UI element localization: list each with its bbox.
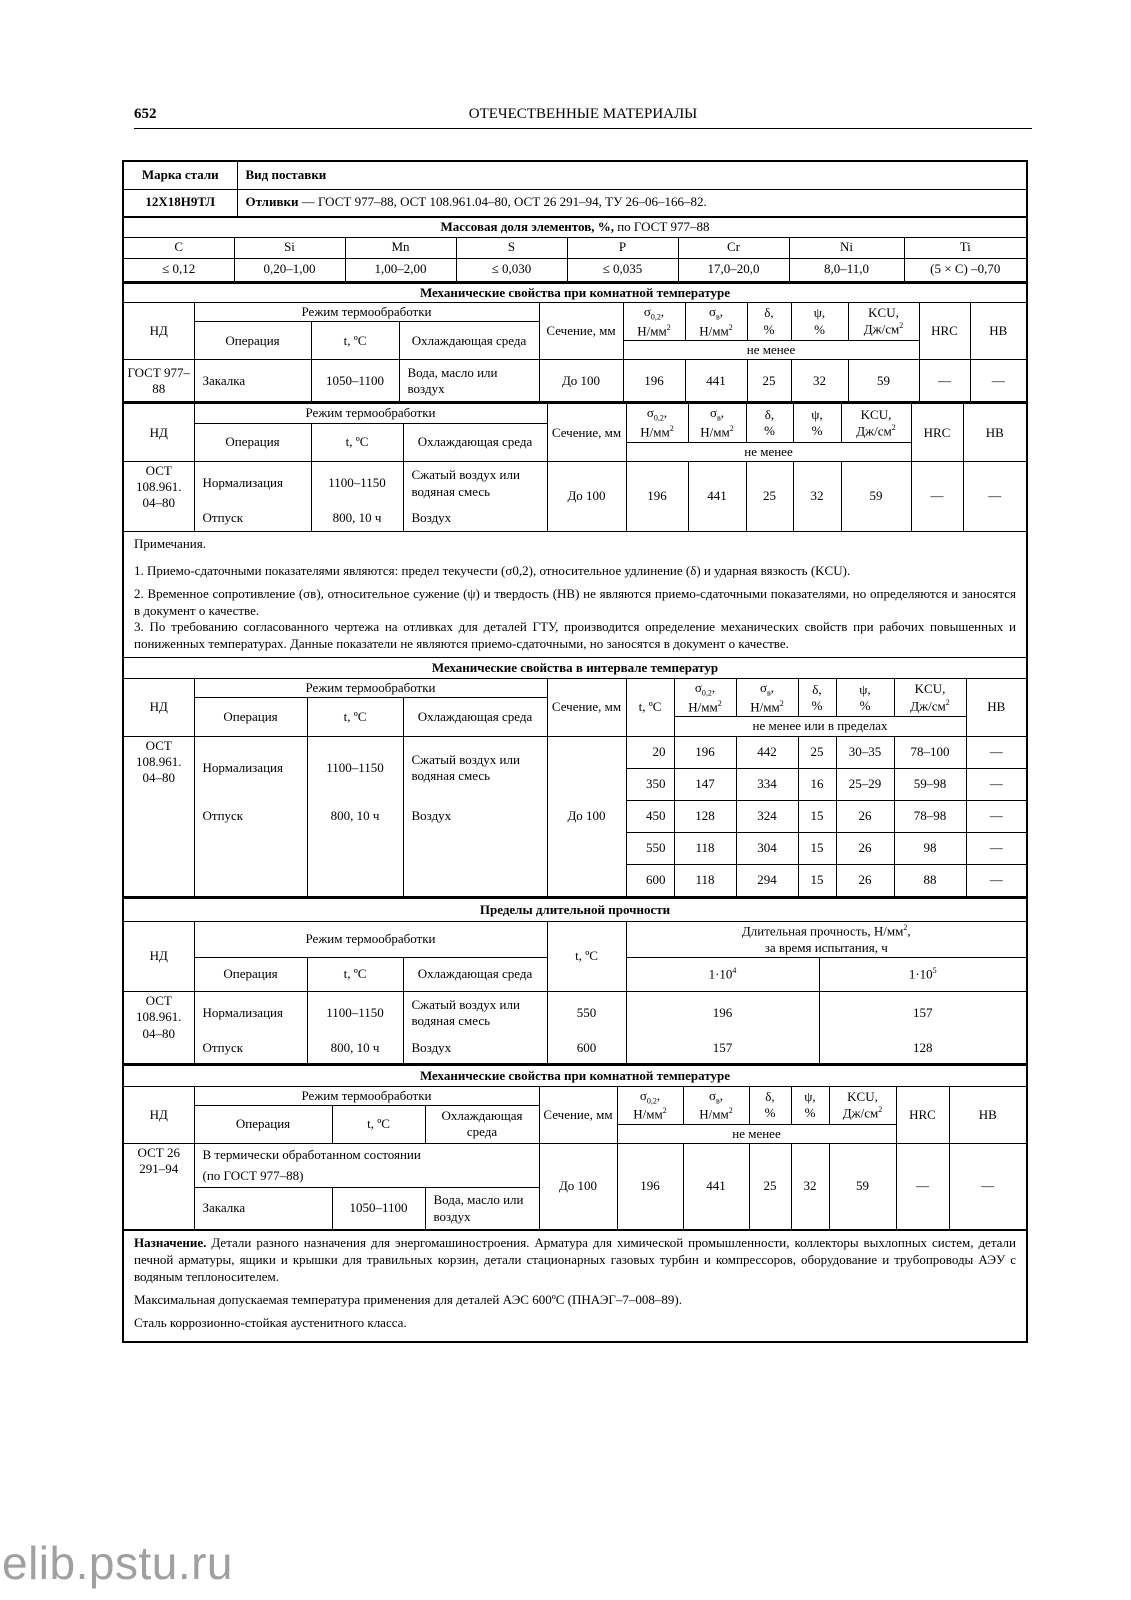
note-3: 3. По требованию согласованного чертежа на отливках для деталей ГТУ, производится определение механических свойств при рабочих повышенных и пониженных температурах. Данные показатели не являются приемо-сдаточными, но заносятся в документ о качестве. bbox=[134, 619, 1016, 652]
psi-header: ψ, % bbox=[793, 403, 841, 442]
creep-nd: ОСТ 108.961. 04–80 bbox=[124, 992, 194, 1064]
hb-header: HB bbox=[949, 1086, 1026, 1143]
range-sb: 324 bbox=[736, 800, 798, 832]
purpose bbox=[124, 1230, 1026, 1341]
t-header: t, ºС bbox=[311, 423, 403, 461]
range-psi: 30–35 bbox=[836, 736, 894, 768]
range-d: 15 bbox=[798, 800, 836, 832]
mech1-t: 1050–1100 bbox=[311, 360, 399, 402]
watermark: elib.pstu.ru bbox=[2, 1537, 234, 1589]
element-ni: Ni bbox=[789, 237, 904, 258]
range-kcu: 78–98 bbox=[894, 800, 966, 832]
element-p: P bbox=[567, 237, 678, 258]
mech3-nd: ОСТ 26 291–94 bbox=[124, 1144, 194, 1230]
cool-header: Охлаждающая среда bbox=[403, 958, 547, 992]
mech1-sb: 441 bbox=[685, 360, 747, 402]
range-temp: 350 bbox=[626, 768, 674, 800]
creep-v2b: 128 bbox=[819, 1034, 1026, 1064]
notless-range-label: не менее или в пределах bbox=[674, 717, 966, 736]
creep-temp2: 600 bbox=[547, 1034, 626, 1064]
creep-t1: 1100–1150 bbox=[307, 992, 403, 1034]
value-si: 0,20–1,00 bbox=[234, 258, 345, 281]
mech3-section: До 100 bbox=[539, 1144, 617, 1230]
time-2-header: $1\cdot 10^5$ bbox=[819, 958, 1026, 992]
t-header: t, ºС bbox=[332, 1105, 425, 1143]
t-header: t, ºС bbox=[307, 698, 403, 736]
time-1-header: $1\cdot 10^4$ bbox=[626, 958, 819, 992]
range-kcu: 88 bbox=[894, 864, 966, 896]
s02-header: $\sigma_{0,2}$, $Н/мм^2$ bbox=[623, 303, 685, 341]
element-c: C bbox=[124, 237, 234, 258]
s02-header: $\sigma_{0,2}$, $Н/мм^2$ bbox=[617, 1086, 683, 1124]
mech3-kcu: 59 bbox=[829, 1144, 896, 1230]
op-header: Операция bbox=[194, 1105, 332, 1143]
delta-header: δ, % bbox=[798, 679, 836, 717]
mech1-section: До 100 bbox=[539, 360, 623, 402]
mech1-s02: 196 bbox=[623, 360, 685, 402]
notless-label: не менее bbox=[623, 341, 919, 360]
element-si: Si bbox=[234, 237, 345, 258]
range-d: 15 bbox=[798, 864, 836, 896]
range-temp: 20 bbox=[626, 736, 674, 768]
mech2-d: 25 bbox=[746, 461, 793, 531]
note-1: 1. Приемо-сдаточными показателями являются: предел текучести (σ0,2), относительное удлинение (δ) и ударная вязкость (KCU). bbox=[134, 562, 851, 578]
range-psi: 26 bbox=[836, 864, 894, 896]
nd-header: НД bbox=[124, 922, 194, 992]
page-header bbox=[134, 104, 1032, 129]
notes-title: Примечания. bbox=[134, 535, 206, 551]
mech2-op2: Отпуск bbox=[194, 505, 311, 531]
mech2-cool1: Сжатый воздух или водяная смесь bbox=[403, 461, 547, 505]
range-s02: 118 bbox=[674, 832, 736, 864]
nd-header: НД bbox=[124, 403, 194, 461]
creep-op2: Отпуск bbox=[194, 1034, 307, 1064]
value-p: ≤ 0,035 bbox=[567, 258, 678, 281]
hb-header: HB bbox=[970, 303, 1026, 360]
mode-header: Режим термообработки bbox=[194, 679, 547, 698]
range-hb: — bbox=[966, 768, 1026, 800]
range-nd: ОСТ 108.961. 04–80 bbox=[124, 736, 194, 896]
value-ni: 8,0–11,0 bbox=[789, 258, 904, 281]
cool-header: Охлаждающая среда bbox=[399, 322, 539, 360]
mech3-psi: 32 bbox=[791, 1144, 829, 1230]
value-mn: 1,00–2,00 bbox=[345, 258, 456, 281]
creep-title: Пределы длительной прочности bbox=[124, 898, 1026, 922]
range-temp: 450 bbox=[626, 800, 674, 832]
mech2-nd: ОСТ 108.961. 04–80 bbox=[124, 461, 194, 531]
s02-header: $\sigma_{0,2}$, $Н/мм^2$ bbox=[674, 679, 736, 717]
steel-data-sheet bbox=[122, 160, 1028, 1343]
range-section: До 100 bbox=[547, 736, 626, 896]
element-cr: Cr bbox=[678, 237, 789, 258]
nd-header: НД bbox=[124, 679, 194, 736]
op-header: Операция bbox=[194, 322, 311, 360]
mech2-hrc: — bbox=[911, 461, 963, 531]
range-sb: 334 bbox=[736, 768, 798, 800]
range-sb: 294 bbox=[736, 864, 798, 896]
range-hb: — bbox=[966, 736, 1026, 768]
element-ti: Ti bbox=[904, 237, 1026, 258]
purpose-class: Сталь коррозионно-стойкая аустенитного класса. bbox=[134, 1314, 407, 1330]
mech1-cool: Вода, масло или воздух bbox=[399, 360, 539, 402]
purpose-text: Назначение. Детали разного назначения для энергомашиностроения. Арматура для химической промышленности, коллекторы выхлопных систем, детали печной арматуры, ящики и крышки для травильных корзин, детали стационарных газовых турбин и компрессоров, оборудование и трубопроводы АЭУ с водяным теплоносителем. bbox=[134, 1235, 1016, 1284]
creep-v2a: 157 bbox=[626, 1034, 819, 1064]
range-s02: 128 bbox=[674, 800, 736, 832]
nd-header: НД bbox=[124, 303, 194, 360]
hrc-header: HRC bbox=[919, 303, 970, 360]
value-cr: 17,0–20,0 bbox=[678, 258, 789, 281]
range-hb: — bbox=[966, 800, 1026, 832]
value-c: ≤ 0,12 bbox=[124, 258, 234, 281]
strength-header: Длительная прочность, $Н/мм^2$, за время испытания, ч bbox=[626, 922, 1026, 958]
range-temp: 550 bbox=[626, 832, 674, 864]
mech2-psi: 32 bbox=[793, 461, 841, 531]
mech2-s02: 196 bbox=[626, 461, 688, 531]
range-kcu: 98 bbox=[894, 832, 966, 864]
range-cool1: Сжатый воздух или водяная смесь bbox=[403, 736, 547, 800]
mech-room-table-2 bbox=[124, 402, 1026, 531]
mech2-cool2: Воздух bbox=[403, 505, 547, 531]
mode-header: Режим термообработки bbox=[194, 303, 539, 322]
range-s02: 196 bbox=[674, 736, 736, 768]
composition-title: Массовая доля элементов, %, по ГОСТ 977–88 bbox=[124, 217, 1026, 237]
delta-header: δ, % bbox=[749, 1086, 791, 1124]
hb-header: HB bbox=[966, 679, 1026, 736]
mech3-state2: (по ГОСТ 977–88) bbox=[194, 1166, 539, 1188]
kcu-header: KCU, $Дж/см^2$ bbox=[841, 403, 911, 442]
mech2-section: До 100 bbox=[547, 461, 626, 531]
s02-header: $\sigma_{0,2}$, $Н/мм^2$ bbox=[626, 403, 688, 442]
mech3-d: 25 bbox=[749, 1144, 791, 1230]
mech-range-table bbox=[124, 657, 1026, 896]
mech1-hrc: — bbox=[919, 360, 970, 402]
element-mn: Mn bbox=[345, 237, 456, 258]
mech2-t2: 800, 10 ч bbox=[311, 505, 403, 531]
delta-header: δ, % bbox=[746, 403, 793, 442]
sb-header: $\sigma_в$, $Н/мм^2$ bbox=[685, 303, 747, 341]
mech1-title: Механические свойства при комнатной температуре bbox=[124, 283, 1026, 303]
mech1-nd: ГОСТ 977–88 bbox=[124, 360, 194, 402]
supply-text: Отливки — ГОСТ 977–88, ОСТ 108.961.04–80, ОСТ 26 291–94, ТУ 26–06–166–82. bbox=[237, 189, 1026, 216]
range-s02: 118 bbox=[674, 864, 736, 896]
notless-label: не менее bbox=[626, 442, 911, 461]
hrc-header: HRC bbox=[911, 403, 963, 461]
mech3-hrc: — bbox=[896, 1144, 949, 1230]
creep-op1: Нормализация bbox=[194, 992, 307, 1034]
range-cool2: Воздух bbox=[403, 800, 547, 896]
grade-table bbox=[124, 162, 1026, 217]
running-title: ОТЕЧЕСТВЕННЫЕ МАТЕРИАЛЫ bbox=[468, 106, 698, 122]
creep-v1a: 196 bbox=[626, 992, 819, 1034]
mech1-hb: — bbox=[970, 360, 1026, 402]
supply-label: Вид поставки bbox=[237, 162, 1026, 189]
section-header: Сечение, мм bbox=[539, 1086, 617, 1143]
range-hb: — bbox=[966, 832, 1026, 864]
range-psi: 25–29 bbox=[836, 768, 894, 800]
mech2-sb: 441 bbox=[688, 461, 746, 531]
page-number: 652 bbox=[134, 106, 157, 122]
range-psi: 26 bbox=[836, 832, 894, 864]
mech3-cool: Вода, масло или воздух bbox=[425, 1188, 539, 1230]
grade-label: Марка стали bbox=[124, 162, 237, 189]
range-kcu: 78–100 bbox=[894, 736, 966, 768]
op-header: Операция bbox=[194, 698, 307, 736]
t-header: t, ºС bbox=[307, 958, 403, 992]
range-op2: Отпуск bbox=[194, 800, 307, 896]
range-d: 25 bbox=[798, 736, 836, 768]
cool-header: Охлаждающая среда bbox=[403, 698, 547, 736]
t-header: t, ºС bbox=[311, 322, 399, 360]
note-2: 2. Временное сопротивление (σв), относительное сужение (ψ) и твердость (HB) не являются приемо-сдаточными показателями, но определяются и заносятся в документ о качестве. bbox=[134, 585, 1016, 618]
creep-v1b: 157 bbox=[819, 992, 1026, 1034]
creep-table bbox=[124, 897, 1026, 1065]
range-psi: 26 bbox=[836, 800, 894, 832]
grade-value: 12Х18Н9ТЛ bbox=[124, 189, 237, 216]
range-op1: Нормализация bbox=[194, 736, 307, 800]
creep-t2: 800, 10 ч bbox=[307, 1034, 403, 1064]
mech1-kcu: 59 bbox=[848, 360, 919, 402]
section-header: Сечение, мм bbox=[547, 679, 626, 736]
range-sb: 442 bbox=[736, 736, 798, 768]
op-header: Операция bbox=[194, 958, 307, 992]
mech1-d: 25 bbox=[747, 360, 791, 402]
mech3-state1: В термически обработанном состоянии bbox=[194, 1144, 539, 1166]
psi-header: ψ, % bbox=[791, 1086, 829, 1124]
mech3-op: Закалка bbox=[194, 1188, 332, 1230]
mech3-title: Механические свойства при комнатной температуре bbox=[124, 1065, 1026, 1086]
mech2-kcu: 59 bbox=[841, 461, 911, 531]
psi-header: ψ, % bbox=[791, 303, 848, 341]
range-s02: 147 bbox=[674, 768, 736, 800]
psi-header: ψ, % bbox=[836, 679, 894, 717]
mode-header: Режим термообработки bbox=[194, 403, 547, 423]
mech3-t: 1050–1100 bbox=[332, 1188, 425, 1230]
range-d: 15 bbox=[798, 832, 836, 864]
mech1-op: Закалка bbox=[194, 360, 311, 402]
range-sb: 304 bbox=[736, 832, 798, 864]
range-kcu: 59–98 bbox=[894, 768, 966, 800]
cool-header: Охлаждающая среда bbox=[403, 423, 547, 461]
test-temp-header: t, ºС bbox=[547, 922, 626, 992]
mech3-sb: 441 bbox=[683, 1144, 749, 1230]
kcu-header: KCU, $Дж/см^2$ bbox=[829, 1086, 896, 1124]
sb-header: $\sigma_в$, $Н/мм^2$ bbox=[683, 1086, 749, 1124]
mech2-op1: Нормализация bbox=[194, 461, 311, 505]
mech1-psi: 32 bbox=[791, 360, 848, 402]
mech-room-table-1 bbox=[124, 282, 1026, 403]
test-temp-header: t, ºС bbox=[626, 679, 674, 736]
range-temp: 600 bbox=[626, 864, 674, 896]
op-header: Операция bbox=[194, 423, 311, 461]
range-d: 16 bbox=[798, 768, 836, 800]
composition-table bbox=[124, 217, 1026, 282]
creep-cool2: Воздух bbox=[403, 1034, 547, 1064]
notless-label: не менее bbox=[617, 1124, 896, 1143]
kcu-header: KCU, $Дж/см^2$ bbox=[894, 679, 966, 717]
section-header: Сечение, мм bbox=[547, 403, 626, 461]
creep-cool1: Сжатый воздух или водяная смесь bbox=[403, 992, 547, 1034]
kcu-header: KCU, $Дж/см^2$ bbox=[848, 303, 919, 341]
sb-header: $\sigma_в$, $Н/мм^2$ bbox=[688, 403, 746, 442]
range-hb: — bbox=[966, 864, 1026, 896]
sb-header: $\sigma_в$, $Н/мм^2$ bbox=[736, 679, 798, 717]
value-ti: (5 × C) –0,70 bbox=[904, 258, 1026, 281]
mode-header: Режим термообработки bbox=[194, 1086, 539, 1105]
mech-range-title: Механические свойства в интервале температур bbox=[124, 658, 1026, 679]
mode-header: Режим термообработки bbox=[194, 922, 547, 958]
hb-header: HB bbox=[963, 403, 1026, 461]
notes bbox=[124, 532, 1026, 657]
cool-header: Охлаждающая среда bbox=[425, 1105, 539, 1143]
nd-header: НД bbox=[124, 1086, 194, 1143]
mech3-s02: 196 bbox=[617, 1144, 683, 1230]
mech3-hb: — bbox=[949, 1144, 1026, 1230]
range-t1: 1100–1150 bbox=[307, 736, 403, 800]
creep-temp1: 550 bbox=[547, 992, 626, 1034]
mech2-hb: — bbox=[963, 461, 1026, 531]
hrc-header: HRC bbox=[896, 1086, 949, 1143]
delta-header: δ, % bbox=[747, 303, 791, 341]
value-s: ≤ 0,030 bbox=[456, 258, 567, 281]
section-header: Сечение, мм bbox=[539, 303, 623, 360]
range-t2: 800, 10 ч bbox=[307, 800, 403, 896]
mech-room-table-3 bbox=[124, 1064, 1026, 1230]
purpose-max-temp: Максимальная допускаемая температура применения для деталей АЭС 600ºС (ПНАЭГ–7–008–89). bbox=[134, 1291, 682, 1307]
element-s: S bbox=[456, 237, 567, 258]
mech2-t1: 1100–1150 bbox=[311, 461, 403, 505]
